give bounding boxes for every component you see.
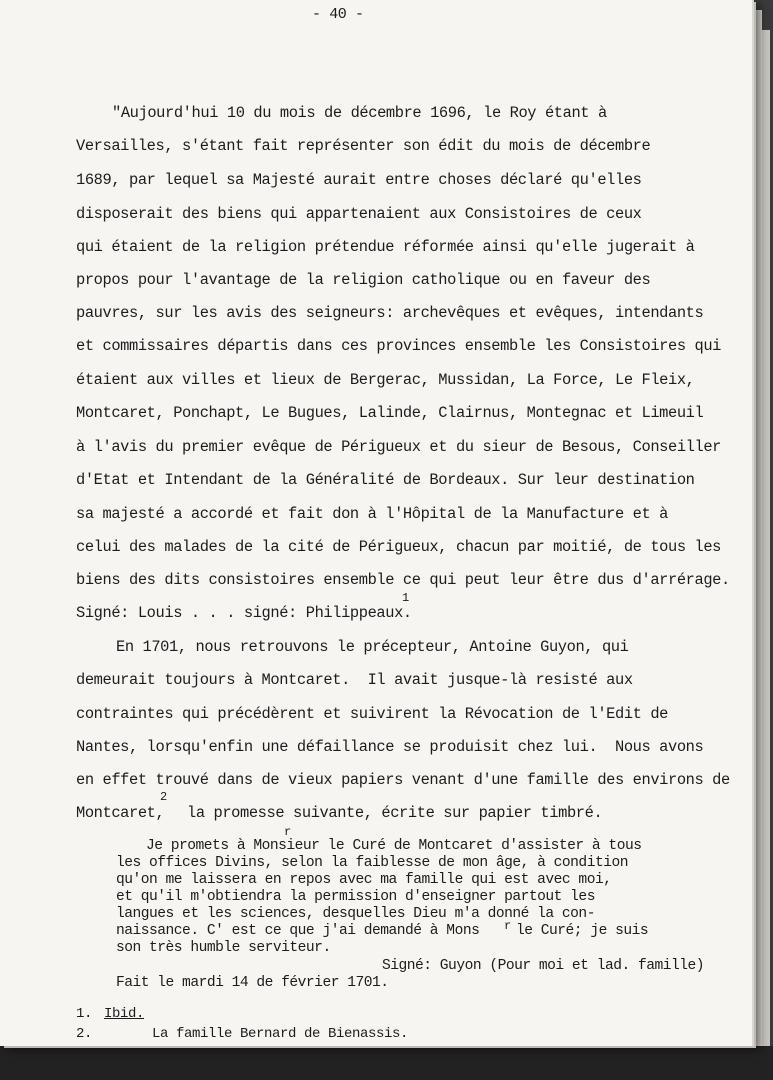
footnote-text: Ibid.: [104, 1006, 145, 1022]
superscript: r: [504, 919, 511, 933]
underlying-page-edge: [762, 30, 770, 1055]
scan-border: [0, 1046, 773, 1080]
text-line: Montcaret,: [76, 804, 165, 822]
underlying-page-edge: [752, 10, 762, 1050]
footnote-number: 1.: [76, 1006, 93, 1022]
text-line: Signé: Louis . . . signé: Philippeaux.: [76, 604, 412, 622]
text-line: qui étaient de la religion prétendue réformée ainsi qu'elle jugerait à: [76, 238, 695, 256]
text-line: propos pour l'avantage de la religion catholique ou en faveur des: [76, 271, 651, 289]
page-number: - 40 -: [312, 6, 364, 23]
text-line: celui des malades de la cité de Périgueux, chacun par moitié, de tous les: [76, 538, 722, 556]
text-line: disposerait des biens qui appartenaient aux Consistoires de ceux: [76, 205, 642, 223]
date-line: Fait le mardi 14 de février 1701.: [116, 975, 389, 991]
quote-line: et qu'il m'obtiendra la permission d'enseigner partout les: [116, 889, 595, 905]
text-line: sa majesté a accordé et fait don à l'Hôpital de la Manufacture et à: [76, 505, 669, 523]
text-line: 1689, par lequel sa Majesté aurait entre choses déclaré qu'elles: [76, 171, 642, 189]
text-line: Montcaret, Ponchapt, Le Bugues, Lalinde, Clairnus, Montegnac et Limeuil: [76, 404, 704, 422]
text-line: d'Etat et Intendant de la Généralité de Bordeaux. Sur leur destination: [76, 471, 695, 489]
quote-line: son très humble serviteur.: [116, 940, 331, 956]
quote-line: naissance. C' est ce que j'ai demandé à Mons: [116, 923, 480, 939]
footnote-reference: 2: [160, 790, 167, 804]
quote-line: les offices Divins, selon la faiblesse de mon âge, à condition: [116, 855, 628, 871]
text-line: la promesse suivante, écrite sur papier timbré.: [187, 804, 603, 822]
quote-line: langues et les sciences, desquelles Dieu m'a donné la con-: [116, 906, 595, 922]
quote-line: qu'on me laissera en repos avec ma famille qui est avec moi,: [116, 872, 612, 888]
footnote-text: La famille Bernard de Bienassis.: [152, 1026, 409, 1042]
signature-line: Signé: Guyon (Pour moi et lad. famille): [382, 958, 705, 974]
text-line: Versailles, s'étant fait représenter son édit du mois de décembre: [76, 137, 651, 155]
text-line: pauvres, sur les avis des seigneurs: archevêques et evêques, intendants: [76, 304, 704, 322]
text-line: biens des dits consistoires ensemble ce qui peut leur être dus d'arrérage.: [76, 571, 730, 589]
footnote-number: 2.: [76, 1026, 93, 1042]
footnote-reference: 1: [402, 591, 409, 605]
quote-line: le Curé; je suis: [516, 923, 649, 939]
text-line: demeurait toujours à Montcaret. Il avait jusque-là resisté aux: [76, 671, 633, 689]
text-line: étaient aux villes et lieux de Bergerac, Mussidan, La Force, Le Fleix,: [76, 371, 695, 389]
text-line: et commissaires départis dans ces provinces ensemble les Consistoires qui: [76, 337, 722, 355]
text-line: En 1701, nous retrouvons le précepteur, Antoine Guyon, qui: [116, 638, 629, 656]
text-line: en effet trouvé dans de vieux papiers venant d'une famille des environs de: [76, 771, 730, 789]
text-line: à l'avis du premier evêque de Périgueux et du sieur de Besous, Conseiller: [76, 438, 722, 456]
text-line: "Aujourd'hui 10 du mois de décembre 1696, le Roy étant à: [112, 104, 607, 122]
quote-line: Je promets à Monsieur le Curé de Montcaret d'assister à tous: [146, 838, 642, 854]
text-line: Nantes, lorsqu'enfin une défaillance se produisit chez lui. Nous avons: [76, 738, 704, 756]
text-line: contraintes qui précédèrent et suivirent la Révocation de l'Edit de: [76, 705, 669, 723]
superscript: r: [284, 825, 291, 839]
